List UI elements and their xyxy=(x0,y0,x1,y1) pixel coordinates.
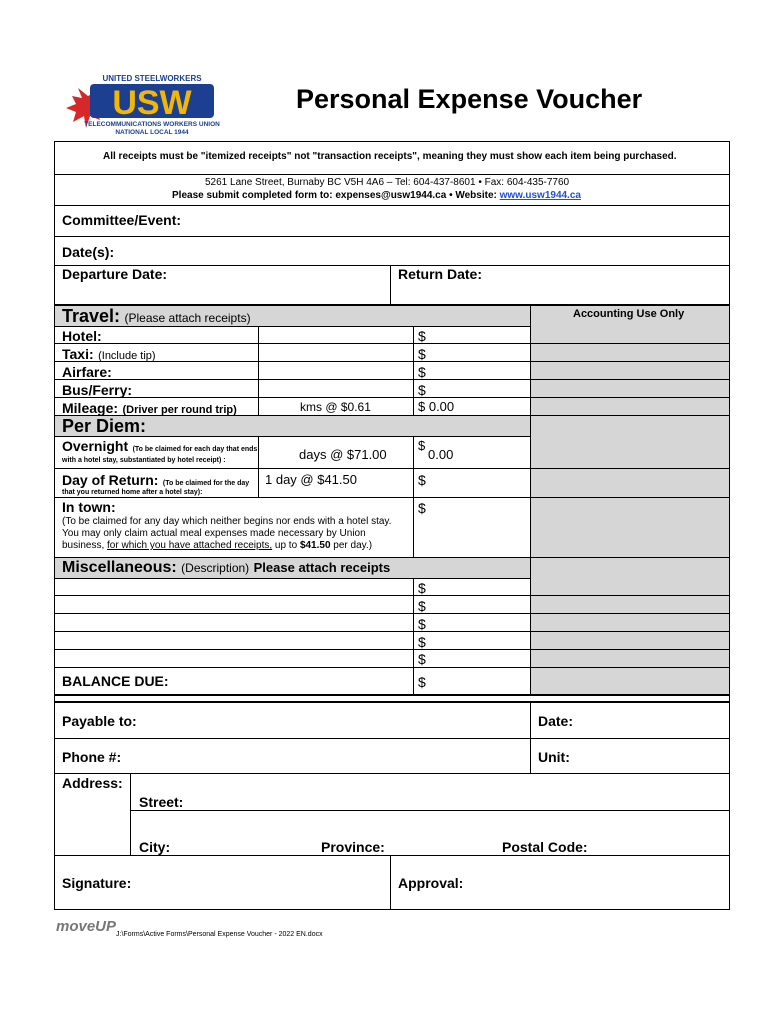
city-label: City: xyxy=(139,839,171,855)
website-link[interactable]: www.usw1944.ca xyxy=(499,190,581,201)
address-label: Address: xyxy=(62,775,123,791)
moveup-logo: moveUP xyxy=(56,918,117,935)
per-diem-heading: Per Diem: xyxy=(62,416,147,436)
svg-text:UNITED STEELWORKERS: UNITED STEELWORKERS xyxy=(102,74,202,83)
misc-amount-4[interactable]: $ xyxy=(418,634,426,650)
bus-ferry-label: Bus/Ferry: xyxy=(62,382,133,398)
day-of-return-label: Day of Return: (To be claimed for the day xyxy=(62,472,250,488)
in-town-amount[interactable]: $ xyxy=(418,500,426,516)
usw-logo xyxy=(60,70,220,136)
airfare-label: Airfare: xyxy=(62,364,112,380)
phone-label: Phone #: xyxy=(62,749,122,765)
in-town-note-1: (To be claimed for any day which neither begins nor ends with a hotel stay. xyxy=(62,516,392,527)
approval-label: Approval: xyxy=(398,875,464,891)
in-town-label: In town: xyxy=(62,499,116,515)
overnight-rate: days @ $71.00 xyxy=(299,447,387,462)
svg-text:NATIONAL LOCAL 1944: NATIONAL LOCAL 1944 xyxy=(115,129,189,136)
unit-label: Unit: xyxy=(538,749,570,765)
misc-amount-1[interactable]: $ xyxy=(418,580,426,596)
accounting-use-only-label: Accounting Use Only xyxy=(573,308,685,320)
taxi-amount[interactable]: $ xyxy=(418,346,426,362)
taxi-label: Taxi: (Include tip) xyxy=(62,346,156,362)
hotel-amount[interactable]: $ xyxy=(418,328,426,344)
page-title: Personal Expense Voucher xyxy=(296,84,643,114)
kms-rate: kms @ $0.61 xyxy=(300,400,371,414)
balance-due-label: BALANCE DUE: xyxy=(62,673,169,689)
province-label: Province: xyxy=(321,839,385,855)
svg-text:TELECOMMUNICATIONS WORKERS UNI: TELECOMMUNICATIONS WORKERS UNION xyxy=(84,121,220,128)
signature-label: Signature: xyxy=(62,875,132,891)
overnight-label: Overnight (To be claimed for each day that ends xyxy=(62,438,258,454)
postal-code-label: Postal Code: xyxy=(502,839,588,855)
svg-text:USW: USW xyxy=(112,84,192,122)
hotel-label: Hotel: xyxy=(62,328,102,344)
committee-event-label: Committee/Event: xyxy=(62,212,182,228)
day-of-return-rate: 1 day @ $41.50 xyxy=(265,472,357,487)
mileage-label: Mileage: (Driver per round trip) xyxy=(62,400,237,416)
day-of-return-amount[interactable]: $ xyxy=(418,472,426,488)
airfare-amount[interactable]: $ xyxy=(418,364,426,380)
overnight-dollar: $ xyxy=(418,438,426,453)
itemized-receipts-notice: All receipts must be "itemized receipts" not "transaction receipts", meaning they must show each item being purchased. xyxy=(103,151,677,162)
departure-date-label: Departure Date: xyxy=(62,266,168,282)
overnight-note: with a hotel stay, substantiated by hotel receipt) : xyxy=(62,457,226,464)
overnight-amount[interactable]: 0.00 xyxy=(428,447,454,462)
payable-to-label: Payable to: xyxy=(62,713,137,729)
misc-amount-2[interactable]: $ xyxy=(418,598,426,614)
day-of-return-note: that you returned home after a hotel stay): xyxy=(62,489,203,496)
mileage-amount[interactable]: $ 0.00 xyxy=(418,399,455,414)
balance-due-amount[interactable]: $ xyxy=(418,674,426,690)
misc-heading: Miscellaneous: (Description) Please attach receipts xyxy=(62,559,391,576)
return-date-label: Return Date: xyxy=(398,266,483,282)
union-address: 5261 Lane Street, Burnaby BC V5H 4A6 – Tel: 604-437-8601 • Fax: 604-435-7760 xyxy=(205,177,570,188)
dates-label: Date(s): xyxy=(62,244,115,260)
file-path: J:\Forms\Active Forms\Personal Expense Voucher - 2022 EN.docx xyxy=(116,931,323,938)
travel-heading: Travel: (Please attach receipts) xyxy=(62,306,251,326)
bus-ferry-amount[interactable]: $ xyxy=(418,382,426,398)
date-label: Date: xyxy=(538,713,574,729)
in-town-note-2: You may only claim actual meal expenses made necessary by Union xyxy=(62,528,366,539)
misc-amount-3[interactable]: $ xyxy=(418,616,426,632)
in-town-note-3: business, for which you have attached receipts, up to $41.50 per day.) xyxy=(62,540,373,551)
street-label: Street: xyxy=(139,794,184,810)
misc-amount-5[interactable]: $ xyxy=(418,651,426,667)
submit-instructions: Please submit completed form to: expenses@usw1944.ca • Website: www.usw1944.ca xyxy=(172,190,581,201)
